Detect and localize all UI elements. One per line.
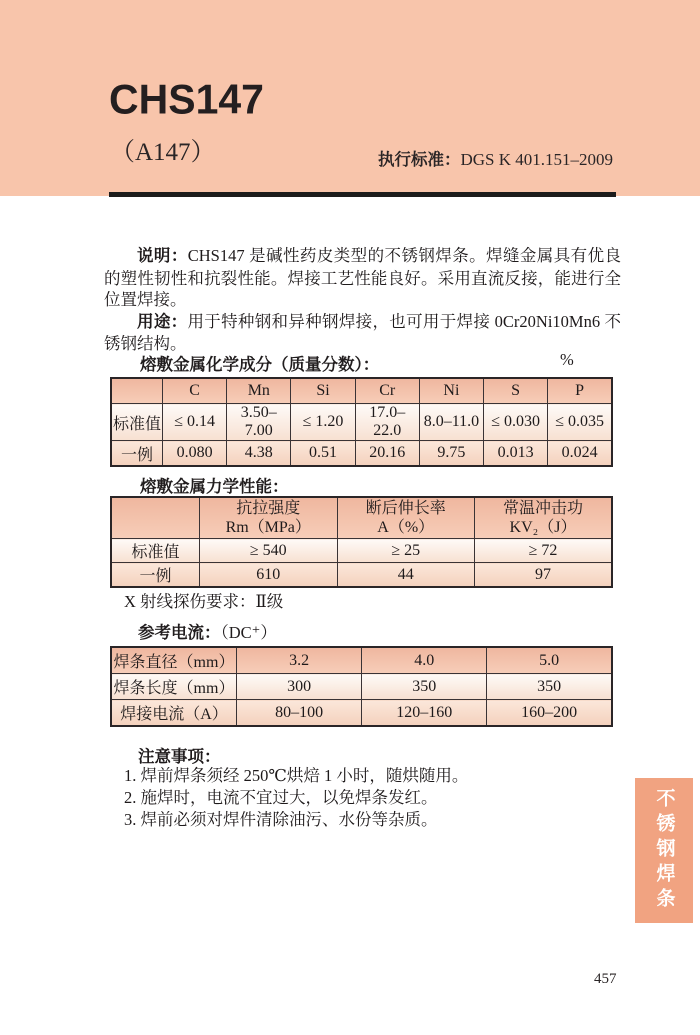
header-divider-bar <box>109 192 616 197</box>
usage-paragraph <box>104 311 621 355</box>
cell-value: 300 <box>237 674 362 700</box>
current-title-paren: （DC⁺） <box>220 623 277 642</box>
cell-value: 0.080 <box>163 441 227 467</box>
cell-value: 120–160 <box>362 700 487 727</box>
column-header <box>200 497 338 539</box>
chemical-table-unit: % <box>560 350 574 369</box>
usage-text: 用于特种钢和异种钢焊接，也可用于焊接 0Cr20Ni10Mn6 不锈钢结构。 <box>104 311 622 354</box>
column-header-line2: KV₂（J） <box>509 519 577 536</box>
table-row <box>111 404 612 441</box>
cell-value: ≤ 0.035 <box>548 404 612 441</box>
column-header: Si <box>291 378 355 404</box>
cell-value: 44 <box>337 563 475 588</box>
chemical-composition-table <box>110 377 613 467</box>
table-row <box>111 563 612 588</box>
column-header <box>475 497 613 539</box>
cell-value: 80–100 <box>237 700 362 727</box>
note-item: 1. 焊前焊条须经 250℃烘焙 1 小时，随烘随用。 <box>124 766 469 785</box>
cell-value: 5.0 <box>487 647 612 674</box>
page-header-band <box>0 0 700 196</box>
current-title-label: 参考电流： <box>138 624 221 642</box>
table-row <box>111 647 612 674</box>
column-header: Mn <box>227 378 291 404</box>
current-table-title <box>138 619 277 643</box>
column-header: S <box>484 378 548 404</box>
mechanical-table-title: 熔敷金属力学性能： <box>140 478 289 496</box>
column-header: C <box>163 378 227 404</box>
description-paragraph <box>104 245 621 311</box>
table-row <box>111 441 612 467</box>
cell-value: 4.0 <box>362 647 487 674</box>
chemical-table-title: 熔敷金属化学成分（质量分数）： <box>140 356 380 374</box>
cell-value: 3.2 <box>237 647 362 674</box>
row-label: 一例 <box>111 563 200 588</box>
cell-value: 0.51 <box>291 441 355 467</box>
cell-value: 350 <box>487 674 612 700</box>
table-row <box>111 700 612 727</box>
column-header: Cr <box>355 378 419 404</box>
cell-value: 160–200 <box>487 700 612 727</box>
description-block <box>104 245 621 355</box>
corner-cell <box>111 378 163 404</box>
notes-heading: 注意事项： <box>138 748 221 766</box>
side-tab-label: 不锈钢焊条 <box>653 788 675 913</box>
row-label: 焊条直径（mm） <box>111 647 237 674</box>
row-label: 焊条长度（mm） <box>111 674 237 700</box>
column-header-line2: A（%） <box>377 519 435 536</box>
cell-value: 0.013 <box>484 441 548 467</box>
cell-value: 610 <box>200 563 338 588</box>
product-model-title: CHS147 <box>109 76 264 123</box>
xray-requirement-note: X 射线探伤要求：Ⅱ级 <box>124 592 284 611</box>
product-alias: （A147） <box>110 139 216 166</box>
cell-value: ≤ 0.030 <box>484 404 548 441</box>
cell-value: ≥ 72 <box>475 539 613 563</box>
executive-standard <box>0 146 613 170</box>
usage-label: 用途： <box>137 312 188 331</box>
table-header-row <box>111 378 612 404</box>
cell-value: 97 <box>475 563 613 588</box>
table-row <box>111 674 612 700</box>
column-header-line1: 断后伸长率 <box>365 500 446 517</box>
cell-value: 3.50–7.00 <box>227 404 291 441</box>
cell-value: 350 <box>362 674 487 700</box>
column-header: P <box>548 378 612 404</box>
standard-label: 执行标准： <box>377 151 461 169</box>
standard-value: DGS K 401.151–2009 <box>460 150 613 169</box>
corner-cell <box>111 497 200 539</box>
row-label: 一例 <box>111 441 163 467</box>
cell-value: ≥ 25 <box>337 539 475 563</box>
cell-value: ≤ 1.20 <box>291 404 355 441</box>
mechanical-properties-table <box>110 496 613 588</box>
row-label: 标准值 <box>111 539 200 563</box>
notes-list <box>124 765 468 831</box>
reference-current-table <box>110 646 613 727</box>
note-item: 2. 施焊时，电流不宜过大，以免焊条发红。 <box>124 788 438 807</box>
column-header-line1: 常温冲击功 <box>502 500 583 517</box>
category-side-tab <box>635 778 693 923</box>
cell-value: 4.38 <box>227 441 291 467</box>
cell-value: 8.0–11.0 <box>419 404 483 441</box>
description-label: 说明： <box>137 247 188 265</box>
cell-value: ≤ 0.14 <box>163 404 227 441</box>
cell-value: 20.16 <box>355 441 419 467</box>
cell-value: 0.024 <box>548 441 612 467</box>
column-header <box>337 497 475 539</box>
table-row <box>111 539 612 563</box>
row-label: 焊接电流（A） <box>111 700 237 727</box>
column-header-line1: 抗拉强度 <box>236 500 301 517</box>
page-number: 457 <box>594 971 617 987</box>
description-text: CHS147 是碱性药皮类型的不锈钢焊条。焊缝金属具有优良的塑性韧性和抗裂性能。焊接工艺性能良好。采用直流反接，能进行全位置焊接。 <box>104 246 621 310</box>
note-item: 3. 焊前必须对焊件清除油污、水份等杂质。 <box>124 810 438 829</box>
cell-value: 17.0–22.0 <box>355 404 419 441</box>
table-header-row <box>111 497 612 539</box>
column-header: Ni <box>419 378 483 404</box>
cell-value: 9.75 <box>419 441 483 467</box>
cell-value: ≥ 540 <box>200 539 338 563</box>
row-label: 标准值 <box>111 404 163 441</box>
column-header-line2: Rm（MPa） <box>225 519 311 536</box>
